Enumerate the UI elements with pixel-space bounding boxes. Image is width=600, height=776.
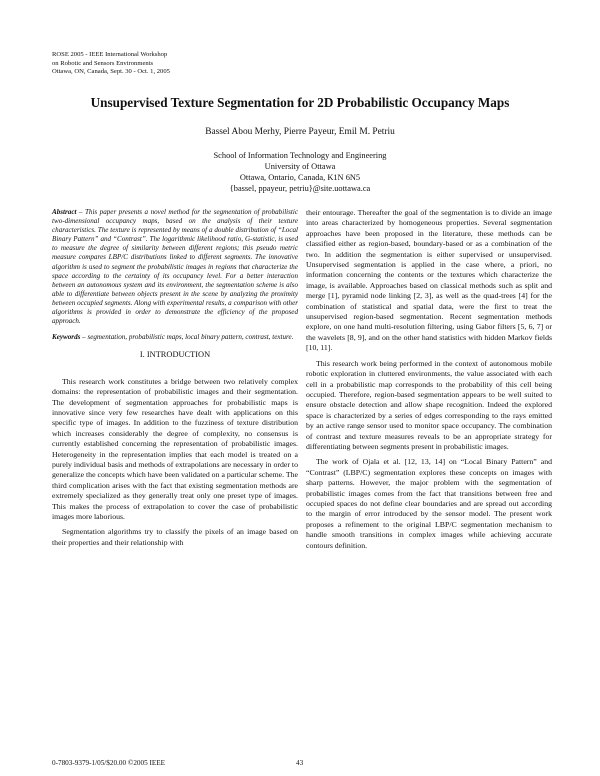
abstract-label: Abstract [52,208,77,216]
affiliation-line-3: Ottawa, Ontario, Canada, K1N 6N5 [239,173,361,182]
intro-paragraph-1: This research work constitutes a bridge between two relatively complex domains: the representation of probabilistic images and their segmentation. The development of segmentation approaches for probabilistic maps is innovative since very few researches have dealt with applications on this specific type of images. In addition to the fuzziness of texture distribution which increases considerably the degree of complexity, no consensus is currently established concerning the representation of probabilistic images. Heterogeneity in the representation implies that each model is treated on a purely individual basis and methods of extrapolations are necessary in order to generalize the concepts which have been validated on a particular scheme. The third complication arises with the fact that existing segmentation methods are extremely specialized as they generally treat only one preset type of images. This makes the process of extrapolation to cover the case of probabilistic images more laborious. [52,376,298,521]
abstract [52,208,298,326]
page-number: 43 [296,759,304,767]
keywords-label: Keywords [52,333,81,342]
affiliation [0,150,600,194]
authors: Bassel Abou Merhy, Pierre Payeur, Emil M. Petriu [205,127,395,137]
abstract-text: – This paper presents a novel method for the segmentation of probabilistic two-dimensional occupancy maps, based on the analysis of their texture characteristics. The texture is represented by means of a double distribution of “Local Binary Pattern” and “Contrast”. The logarithmic likelihood ratio, G-statistic, is used to measure the degree of similarity between different regions; this pseudo metric measure compares LBP/C distributions linked to different segments. The innovative algorithm is used to segment the probabilistic images in regions that characterize the space according to the certainty of its occupancy level. For a better interaction between an autonomous system and its environment, the segmentation scheme is also able to differentiate between objects present in the scene by analyzing the proximity between occupied segments. Along with experimental results, a comparison with other algorithms is provided in order to demonstrate the efficiency of the proposed approach. [52,208,298,326]
section-heading-introduction: I. INTRODUCTION [139,350,211,360]
affiliation-line-1: School of Information Technology and Engineering [213,151,387,160]
paper-title: Unsupervised Texture Segmentation for 2D Probabilistic Occupancy Maps [90,95,510,110]
right-paragraph-3: The work of Ojala et al. [12, 13, 14] on “Local Binary Pattern” and “Contrast” (LBP/C) segmentation explores these concepts on images with sharp patterns. However, the major problem with the segmentation of probabilistic images comes from the fact that transitions between free and occupied spaces do not define clear boundaries and are spread out according to the margin of error introduced by the sensor model. The present work proposes a refinement to the original LBP/C segmentation mechanism to handle smooth transitions in complex images while achieving accurate contours definition. [306,457,552,550]
affiliation-line-2: University of Ottawa [264,162,336,171]
keywords-text: – segmentation, probabilistic maps, local binary pattern, contrast, texture. [80,333,294,342]
keywords [52,333,298,342]
header-line-3: Ottawa, ON, Canada, Sept. 30 - Oct. 1, 2005 [52,68,170,76]
header-line-1: ROSE 2005 - IEEE International Workshop [52,51,168,58]
intro-paragraph-2: Segmentation algorithms try to classify the pixels of an image based on their properties and their relationship with [52,527,298,547]
right-column [306,208,552,556]
conference-header [52,51,170,77]
right-paragraph-2: This research work being performed in the context of autonomous mobile robotic exploration in cluttered environments, the value associated with each cell in a probabilistic map corresponds to the probability of this cell being occupied. Therefore, region-based segmentation appears to be well suited to ensure obstacle detection and allow shape recognition. Indeed the explored space is characterized by a series of edges corresponding to the rays emitted by an active range sensor used to monitor space occupancy. The combination of contrast and texture measures reveals to be an appropriate strategy for differentiating between segments present in probabilistic images. [306,358,552,451]
header-line-2: on Robotic and Sensors Environments [52,59,154,67]
affiliation-emails: {bassel, ppayeur, petriu}@site.uottawa.ca [229,184,371,193]
left-column [52,208,298,553]
footer-isbn: 0-7803-9379-1/05/$20.00 ©2005 IEEE [52,759,166,767]
right-paragraph-1: their entourage. Thereafter the goal of the segmentation is to divide an image into areas characterized by homogeneous properties. Several segmentation approaches have been proposed in the literature, these methods can be classified either as region-based, boundary-based or as a combination of the two. In addition the segmentation is either supervised or unsupervised. Unsupervised segmentation is applied in the case where, a priori, no information concerning the contents or the textures which characterize the image, is available. Approaches based on classical methods such as split and merge [1], pyramid node linking [2, 3], as well as the quad-trees [4] for the combination of statistical and spatial data, were the first to treat the unsupervised region-based segmentation. Recent segmentation methods explore, on one hand multi-resolution filtering, using Gabor filters [5, 6, 7] or the wavelets [8, 9], and on the other hand statistics with hidden Markov fields [10, 11]. [306,208,552,353]
